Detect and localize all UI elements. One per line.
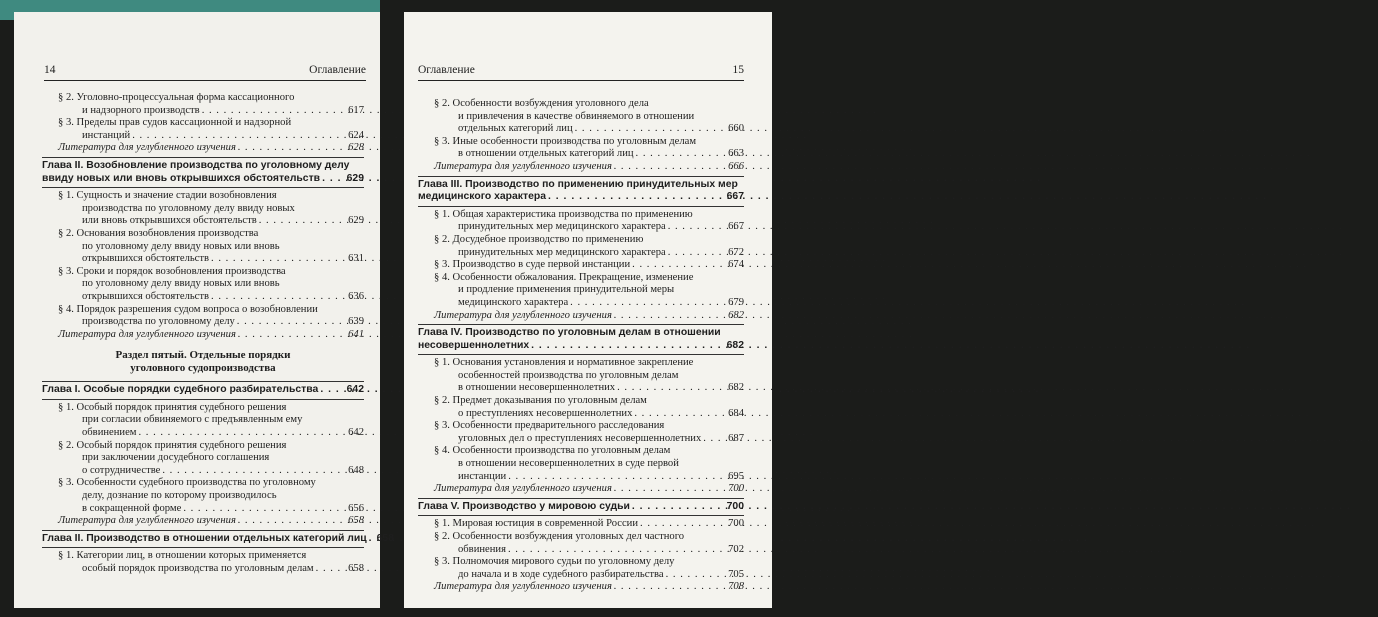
toc-entry-text: § 2. Предмет доказывания по уголовным делам (434, 395, 647, 407)
toc-page-number: 639 (348, 316, 364, 328)
toc-entry-text: несовершеннолетних (418, 339, 530, 351)
part-heading-line: уголовного судопроизводства (130, 362, 276, 375)
dot-leader (238, 142, 346, 155)
part-heading-line: Раздел пятый. Отдельные порядки (115, 349, 291, 362)
toc-entry-text: медицинского характера (418, 191, 546, 203)
toc-literature-entry[interactable] (434, 161, 744, 174)
right-page-number: 15 (732, 64, 744, 76)
toc-section-entry[interactable] (58, 92, 364, 117)
dot-leader (322, 173, 345, 186)
toc-entry-text: § 1. Общая характеристика производства по применению (434, 208, 693, 220)
toc-chapter-entry[interactable] (418, 327, 744, 352)
toc-page-number: 666 (728, 160, 744, 172)
toc-entry-text: и продление применения принудительной меры (458, 284, 675, 296)
toc-page-number: 672 (728, 246, 744, 258)
toc-section-entry[interactable] (58, 304, 364, 329)
chapter-divider (42, 530, 364, 531)
toc-page-number: 682 (728, 382, 744, 394)
toc-page-number: 642 (348, 427, 364, 439)
toc-page-number: 663 (728, 148, 744, 160)
dot-leader (548, 191, 725, 204)
right-page (404, 12, 772, 608)
toc-section-entry[interactable] (58, 402, 364, 440)
toc-page-number: 642 (346, 384, 364, 396)
dot-leader (211, 291, 346, 304)
toc-entry-text: Глава II. Возобновление производства по уголовному делу (42, 159, 350, 171)
dot-leader (138, 427, 346, 440)
chapter-divider (418, 324, 744, 325)
toc-chapter-entry[interactable] (42, 384, 364, 397)
toc-page-number: 629 (346, 172, 364, 184)
toc-page-number: 708 (728, 581, 744, 593)
toc-entry-text: в отношении несовершеннолетних (458, 382, 616, 394)
toc-page-number: 667 (726, 191, 744, 203)
toc-entry-text: о сотрудничестве (82, 464, 161, 476)
toc-page-number: 636 (348, 290, 364, 302)
toc-section-entry[interactable] (58, 266, 364, 304)
toc-literature-entry[interactable] (434, 581, 744, 594)
toc-entry-text: или вновь открывшихся обстоятельств (82, 215, 257, 227)
toc-entry-text: § 1. Особый порядок принятия судебного решения (58, 401, 287, 413)
toc-entry-text: в отношении несовершеннолетних в суде первой (458, 458, 679, 470)
toc-literature-entry[interactable] (434, 310, 744, 323)
toc-entry-text: § 3. Производство в суде первой инстанции (434, 259, 631, 271)
left-page-number: 14 (44, 64, 56, 76)
chapter-divider (418, 206, 744, 207)
chapter-divider (418, 354, 744, 355)
toc-entry-text: Литература для углубленного изучения (58, 142, 236, 154)
left-running-title: Оглавление (309, 64, 366, 76)
toc-entry-text: Глава IV. Производство по уголовным делам в отношении (418, 327, 721, 339)
dot-leader (614, 310, 726, 323)
dot-leader (570, 297, 726, 310)
toc-section-entry[interactable] (58, 440, 364, 478)
dot-leader (640, 518, 726, 531)
toc-section-entry[interactable] (434, 234, 744, 259)
toc-entry-text: § 3. Сроки и порядок возобновления производства (58, 265, 286, 277)
toc-entry-text: § 1. Мировая юстиция в современной России (434, 518, 639, 530)
toc-page-number: 658 (376, 532, 394, 544)
toc-section-entry[interactable] (58, 550, 364, 575)
toc-page-number: 687 (728, 432, 744, 444)
toc-entry-text: § 2. Особенности возбуждения уголовных дел частного (434, 531, 685, 542)
toc-page-number: 624 (348, 129, 364, 141)
dot-leader (575, 123, 726, 136)
part-heading (42, 349, 364, 375)
toc-entry-text: § 3. Иные особенности производства по уголовным делам (434, 135, 697, 147)
left-toc-entries-bottom (42, 381, 394, 575)
chapter-divider (418, 498, 744, 499)
toc-entry-text: уголовных дел о преступлениях несовершеннолетних (458, 432, 702, 444)
toc-literature-entry[interactable] (58, 329, 364, 342)
toc-entry-text: обвинением (82, 427, 137, 439)
toc-entry-text: Литература для углубленного изучения (434, 309, 612, 321)
dot-leader (132, 130, 346, 143)
toc-entry-text: § 3. Особенности предварительного расследования (434, 420, 665, 432)
toc-entry-text: § 2. Уголовно-процессуальная форма кассационного (58, 92, 295, 103)
chapter-divider (42, 547, 364, 548)
toc-entry-text: § 1. Основания установления и нормативное закрепление (434, 357, 694, 369)
dot-leader (320, 384, 344, 397)
right-toc-entries (418, 98, 744, 594)
toc-section-entry[interactable] (58, 190, 364, 228)
toc-entry-text: Литература для углубленного изучения (58, 515, 236, 527)
toc-literature-entry[interactable] (434, 483, 744, 496)
toc-entry-text: § 4. Порядок разрешения судом вопроса о возобновлении (58, 303, 318, 315)
toc-entry-text: Литература для углубленного изучения (434, 483, 612, 495)
toc-entry-text: в сокращенной форме (82, 502, 182, 514)
toc-section-entry[interactable] (434, 209, 744, 234)
toc-page-number: 682 (726, 339, 744, 351)
toc-entry-text: особенностей производства по уголовным делам (458, 369, 679, 381)
chapter-divider (418, 176, 744, 177)
toc-entry-text: обвинения (458, 543, 506, 555)
dot-leader (508, 471, 726, 484)
toc-section-entry[interactable] (434, 357, 744, 395)
toc-section-entry[interactable] (434, 556, 744, 581)
right-page-header (418, 64, 744, 81)
toc-section-entry[interactable] (434, 136, 744, 161)
toc-section-entry[interactable] (58, 117, 364, 142)
toc-entry-text: Литература для углубленного изучения (58, 328, 236, 340)
toc-entry-text: Литература для углубленного изучения (434, 160, 612, 172)
toc-entry-text: Глава I. Особые порядки судебного разбирательства (42, 384, 319, 396)
toc-entry-text: § 2. Досудебное производство по применению (434, 233, 644, 245)
toc-entry-text: § 2. Основания возобновления производства (58, 227, 259, 239)
toc-page-number: 700 (728, 518, 744, 530)
dot-leader (531, 340, 725, 353)
toc-entry-text: Литература для углубленного изучения (434, 581, 612, 593)
toc-entry-text: открывшихся обстоятельств (82, 290, 210, 302)
dot-leader (369, 533, 375, 546)
dot-leader (614, 581, 726, 594)
toc-chapter-entry[interactable] (418, 179, 744, 204)
dot-leader (617, 382, 726, 395)
toc-page-number: 695 (728, 470, 744, 482)
chapter-divider (418, 515, 744, 516)
chapter-divider (42, 157, 364, 158)
right-toc (418, 98, 744, 594)
toc-entry-text: о преступлениях несовершеннолетних (458, 407, 633, 419)
toc-entry-text: принудительных мер медицинского характера (458, 246, 666, 258)
toc-entry-text: и привлечения в качестве обвиняемого в отношении (458, 110, 695, 122)
dot-leader (614, 483, 726, 496)
toc-page-number: 700 (726, 500, 744, 512)
right-running-title: Оглавление (418, 64, 475, 76)
toc-page-number: 641 (348, 328, 364, 340)
toc-entry-text: особый порядок производства по уголовным делам (82, 563, 314, 574)
toc-page-number: 684 (728, 407, 744, 419)
toc-chapter-entry[interactable] (42, 532, 394, 546)
toc-entry-text: § 3. Особенности судебного производства по уголовному (58, 477, 316, 489)
toc-entry-text: инстанций (82, 129, 131, 141)
toc-entry-text: § 3. Полномочия мирового судьи по уголовному делу (434, 556, 675, 568)
toc-page-number: 674 (728, 259, 744, 271)
toc-entry-text: Глава V. Производство у мировою судьи (418, 500, 630, 512)
dot-leader (259, 215, 346, 228)
toc-entry-text: Глава III. Производство по применению принудительных мер (418, 178, 738, 190)
chapter-divider (42, 381, 364, 382)
dot-leader (162, 465, 346, 478)
toc-section-entry[interactable] (434, 420, 744, 445)
dot-leader (211, 253, 346, 266)
dot-leader (238, 329, 346, 342)
toc-page-number: 667 (728, 221, 744, 233)
toc-page-number: 631 (348, 253, 364, 265)
toc-entry-text: Глава II. Производство в отношении отдельных категорий лиц (42, 532, 367, 544)
toc-entry-text: § 1. Категории лиц, в отношении которых применяется (58, 550, 307, 562)
left-page (14, 12, 394, 608)
dot-leader (636, 148, 727, 161)
dot-leader (666, 569, 726, 582)
toc-page-number: 679 (728, 296, 744, 308)
toc-entry-text: § 2. Особенности возбуждения уголовного дела (434, 98, 649, 109)
dot-leader (183, 503, 346, 516)
toc-page-number: 656 (348, 502, 364, 514)
left-toc (42, 92, 394, 576)
chapter-divider (42, 399, 364, 400)
toc-entry-text: медицинского характера (458, 296, 569, 308)
toc-entry-text: § 1. Сущность и значение стадии возобновления (58, 190, 277, 202)
toc-entry-text: принудительных мер медицинского характера (458, 221, 666, 233)
toc-section-entry[interactable] (434, 259, 744, 272)
dot-leader (668, 221, 726, 234)
toc-entry-text: по уголовному делу ввиду новых или вновь (82, 240, 280, 252)
toc-page-number: 628 (348, 142, 364, 154)
toc-entry-text: при согласии обвиняемого с предъявленным ему (82, 414, 303, 426)
dot-leader (237, 316, 346, 329)
toc-chapter-entry[interactable] (418, 501, 744, 514)
toc-section-entry[interactable] (434, 531, 744, 556)
toc-entry-text: § 3. Пределы прав судов кассационной и надзорной (58, 117, 292, 129)
toc-entry-text: открывшихся обстоятельств (82, 253, 210, 265)
toc-entry-text: производства по уголовному делу ввиду новых (82, 202, 295, 214)
dot-leader (614, 161, 726, 174)
toc-section-entry[interactable] (434, 445, 744, 483)
toc-section-entry[interactable] (58, 477, 364, 515)
toc-section-entry[interactable] (434, 518, 744, 531)
toc-page-number: 705 (728, 568, 744, 580)
toc-entry-text: ввиду новых или вновь открывшихся обстоятельств (42, 172, 321, 184)
dot-leader (508, 544, 726, 557)
toc-page-number: 629 (348, 215, 364, 227)
toc-section-entry[interactable] (58, 228, 364, 266)
toc-page-number: 658 (348, 515, 364, 527)
toc-literature-entry[interactable] (58, 515, 364, 528)
dot-leader (316, 563, 346, 576)
dot-leader (632, 259, 726, 272)
toc-entry-text: по уголовному делу ввиду новых или вновь (82, 278, 280, 290)
toc-entry-text: до начала и в ходе судебного разбирательства (458, 568, 664, 580)
toc-literature-entry[interactable] (58, 142, 364, 155)
dot-leader (703, 433, 726, 446)
toc-entry-text: при заключении досудебного соглашения (82, 452, 270, 464)
toc-entry-text: инстанции (458, 470, 507, 482)
toc-page-number: 682 (728, 309, 744, 321)
toc-entry-text: отдельных категорий лиц (458, 123, 573, 135)
dot-leader (238, 515, 346, 528)
toc-page-number: 702 (728, 543, 744, 555)
toc-entry-text: делу, дознание по которому производилось (82, 490, 277, 502)
toc-page-number: 700 (728, 483, 744, 495)
toc-section-entry[interactable] (434, 98, 744, 136)
toc-page-number: 648 (348, 464, 364, 476)
toc-section-entry[interactable] (434, 395, 744, 420)
toc-entry-text: § 4. Особенности производства по уголовным делам (434, 445, 671, 457)
toc-entry-text: в отношении отдельных категорий лиц (458, 148, 634, 160)
dot-leader (632, 501, 725, 514)
left-page-header (44, 64, 366, 81)
toc-page-number: 660 (728, 123, 744, 135)
left-toc-entries-top (42, 92, 364, 341)
toc-entry-text: § 2. Особый порядок принятия судебного решения (58, 439, 287, 451)
dot-leader (668, 247, 726, 260)
toc-page-number: 617 (348, 104, 364, 116)
toc-entry-text: § 4. Особенности обжалования. Прекращение, изменение (434, 271, 694, 283)
dot-leader (634, 408, 726, 421)
toc-section-entry[interactable] (434, 272, 744, 310)
chapter-divider (42, 187, 364, 188)
dot-leader (202, 105, 346, 118)
toc-entry-text: и надзорного производств (82, 104, 200, 116)
toc-page-number: 658 (348, 563, 364, 574)
toc-chapter-entry[interactable] (42, 160, 364, 185)
toc-entry-text: производства по уголовному делу (82, 316, 235, 328)
